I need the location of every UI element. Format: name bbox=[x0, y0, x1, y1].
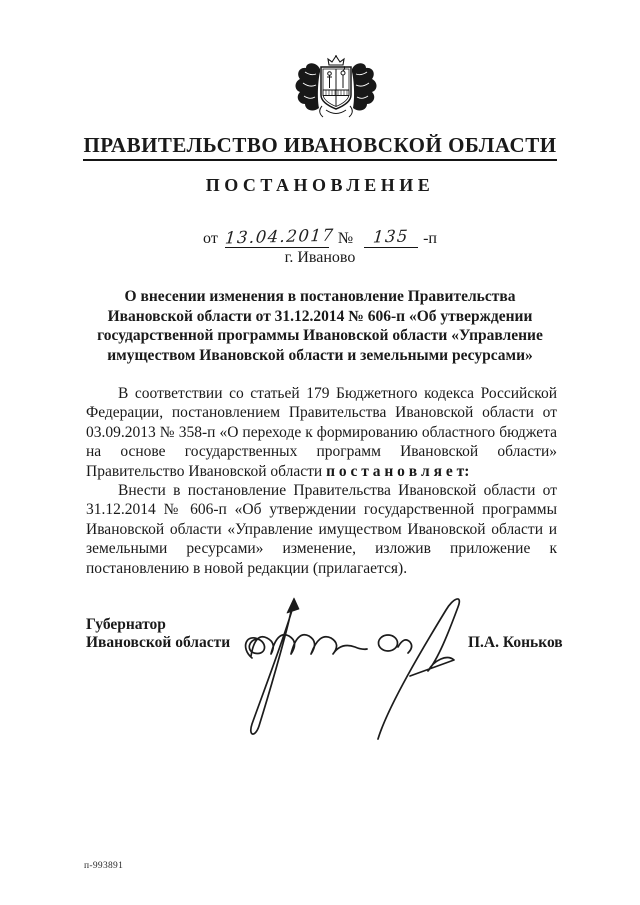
preamble-text: В соответствии со статьей 179 Бюджетного кодекса Российской Федерации, постановлением Правительства Ивановской области от 03.09.2013 № 358-п «О переходе к формированию областного бюджета на основе государственных программ Ивановской области» Правительство Ивановской области bbox=[86, 385, 557, 480]
org-name-text: ПРАВИТЕЛЬСТВО ИВАНОВСКОЙ ОБЛАСТИ bbox=[83, 133, 556, 161]
date-number-line bbox=[0, 227, 640, 248]
doc-type-title: ПОСТАНОВЛЕНИЕ bbox=[205, 175, 435, 195]
signature-autograph bbox=[188, 586, 480, 754]
body-text bbox=[86, 384, 557, 578]
signatory-position-line2: Ивановской области bbox=[86, 634, 231, 651]
subject-heading: О внесении изменения в постановление Правительства Ивановской области от 31.12.2014 № 606-п «Об утверждении государственной программы Ивановской области «Управление имуществом Ивановской области и земельными ресурсами» bbox=[97, 288, 543, 364]
org-name bbox=[0, 133, 640, 161]
coat-of-arms-icon bbox=[292, 54, 380, 122]
number-sign-label: № bbox=[337, 230, 354, 247]
signatory-position-line1: Губернатор bbox=[86, 616, 166, 633]
city-label: г. Иваново bbox=[284, 249, 356, 266]
paragraph-resolution: Внести в постановление Правительства Ивановской области от 31.12.2014 № 606-п «Об утверждении государственной программы Ивановской области «Управление имуществом Ивановской области и земельными ресурсами» изменение, изложив приложение к постановлению в новой редакции (прилагается). bbox=[86, 482, 557, 577]
registration-code: п-993891 bbox=[84, 861, 124, 871]
date-field bbox=[224, 225, 336, 248]
number-handwritten-value: 135 bbox=[372, 226, 410, 247]
date-prefix-label: от bbox=[203, 230, 218, 247]
signatory-name: П.А. Коньков bbox=[468, 634, 563, 651]
date-handwritten-value: 13.04.2017 bbox=[224, 225, 336, 248]
paragraph-preamble bbox=[86, 384, 557, 481]
number-suffix-label: -п bbox=[423, 230, 437, 247]
decree-word: п о с т а н о в л я е т: bbox=[326, 462, 470, 480]
number-field bbox=[364, 227, 418, 248]
